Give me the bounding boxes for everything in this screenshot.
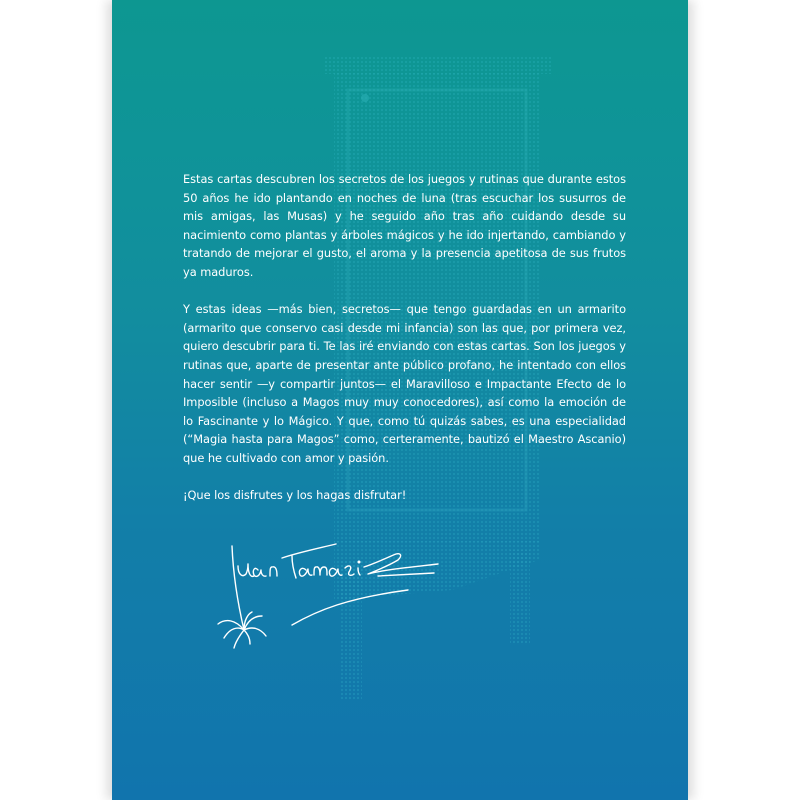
letter-text bbox=[183, 170, 626, 523]
card-back bbox=[112, 0, 688, 800]
signature-icon bbox=[208, 520, 448, 650]
letter-paragraph-1: Estas cartas descubren los secretos de los juegos y rutinas que durante estos 50 años he ido plantando en noches de luna (tras escuchar los susurros de mis amigas, las Musas) y he seguido año tras año cuidando desde su nacimiento como plantas y árboles mágicos y he ido injertando, cambiando y tratando de mejorar el gusto, el aroma y la presencia apetitosa de sus frutos ya maduros. bbox=[183, 172, 626, 279]
letter-paragraph-2: Y estas ideas —más bien, secretos— que tengo guardadas en un armarito (armarito que conservo casi desde mi infancia) son las que, por primera vez, quiero descubrir para ti. Te las iré enviando con estas cartas. Son los juegos y rutinas que, aparte de presentar ante público profano, he intentado con ellos hacer sentir —y compartir juntos— el Maravilloso e Impactante Efecto de lo Imposible (incluso a Magos muy muy conocedores), así como la emoción de lo Fascinante y lo Mágico. Y que, como tú quizás sabes, es una especialidad (“Magia hasta para Magos” como, certeramente, bautizó el Maestro Ascanio) que he cultivado con amor y pasión. bbox=[183, 302, 626, 465]
letter-paragraph-3: ¡Que los disfrutes y los hagas disfrutar! bbox=[183, 488, 407, 503]
